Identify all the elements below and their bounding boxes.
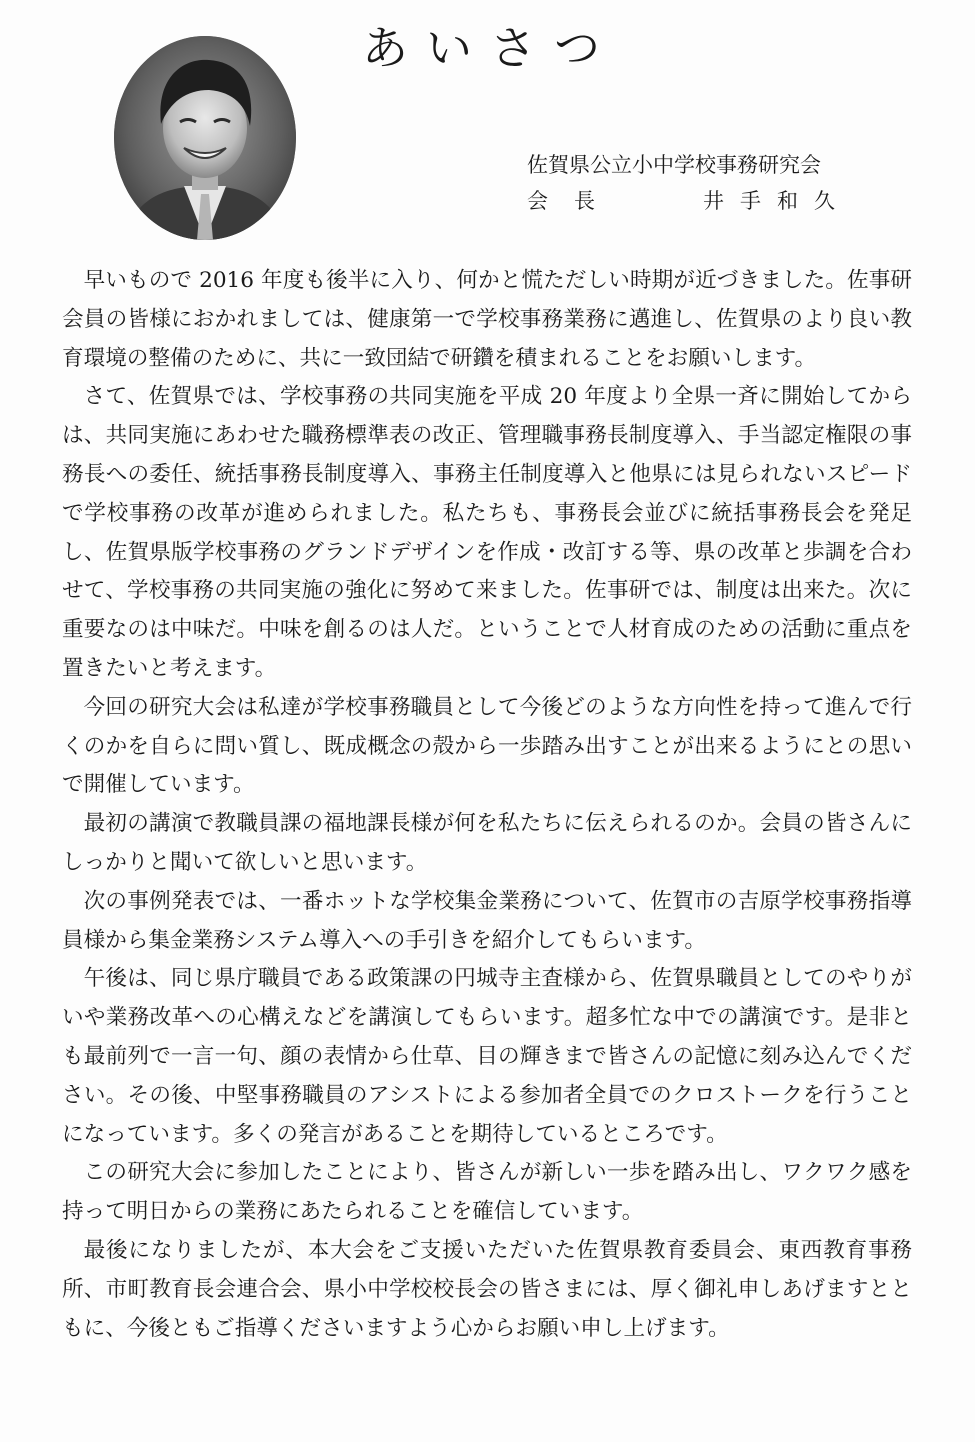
- greeting-body: [62, 262, 912, 1348]
- author-role-line: [527, 184, 851, 218]
- paragraph: さて、佐賀県では、学校事務の共同実施を平成 20 年度より全県一斉に開始してからは、共同実施にあわせた職務標準表の改正、管理職事務長制度導入、手当認定権限の事務長への委任、統括事務長制度導入、事務主任制度導入と他県には見られないスピードで学校事務の改革が進められました。私たちも、事務長会並びに統括事務長会を発足し、佐賀県版学校事務のグランドデザインを作成・改訂する等、県の改革と歩調を合わせて、学校事務の共同実施の強化に努めて来ました。佐事研では、制度は出来た。次に重要なのは中味だ。中味を創るのは人だ。ということで人材育成のための活動に重点を置きたいと考えます。: [62, 384, 912, 681]
- paragraph: 早いもので 2016 年度も後半に入り、何かと慌ただしい時期が近づきました。佐事研会員の皆様におかれましては、健康第一で学校事務業務に邁進し、佐賀県のより良い教育環境の整備のために、共に一致団結で研鑽を積まれることをお願いします。: [62, 268, 912, 371]
- paragraph: 最後になりましたが、本大会をご支援いただいた佐賀県教育委員会、東西教育事務所、市町教育長会連合会、県小中学校校長会の皆さまには、厚く御礼申しあげますとともに、今後ともご指導くださいますよう心からお願い申し上げます。: [62, 1237, 912, 1341]
- paragraph: この研究大会に参加したことにより、皆さんが新しい一歩を踏み出し、ワクワク感を持って明日からの業務にあたられることを確信しています。: [62, 1160, 912, 1225]
- author-role: 会長: [527, 189, 621, 213]
- author-affiliation: 佐賀県公立小中学校事務研究会: [527, 153, 821, 177]
- page-title: あいさつ: [362, 21, 618, 75]
- paragraph: 最初の講演で教職員課の福地課長様が何を私たちに伝えられるのか。会員の皆さんにしっかりと聞いて欲しいと思います。: [62, 811, 912, 875]
- paragraph: 午後は、同じ県庁職員である政策課の円城寺主査様から、佐賀県職員としてのやりがいや業務改革への心構えなどを講演してもらいます。超多忙な中での講演です。是非とも最前列で一言一句、顔の表情から仕草、目の輝きまで皆さんの記憶に刻み込んでください。その後、中堅事務職員のアシストによる参加者全員でのクロストークを行うことになっています。多くの発言があることを期待しているところです。: [62, 966, 912, 1147]
- portrait-photo: [114, 36, 296, 240]
- paragraph: 今回の研究大会は私達が学校事務職員として今後どのような方向性を持って進んで行くのかを自らに問い質し、既成概念の殻から一歩踏み出すことが出来るようにとの思いで開催しています。: [62, 694, 912, 798]
- paragraph: 次の事例発表では、一番ホットな学校集金業務について、佐賀市の吉原学校事務指導員様から集金業務システム導入への手引きを紹介してもらいます。: [62, 888, 912, 953]
- author-name: 井手和久: [703, 189, 851, 213]
